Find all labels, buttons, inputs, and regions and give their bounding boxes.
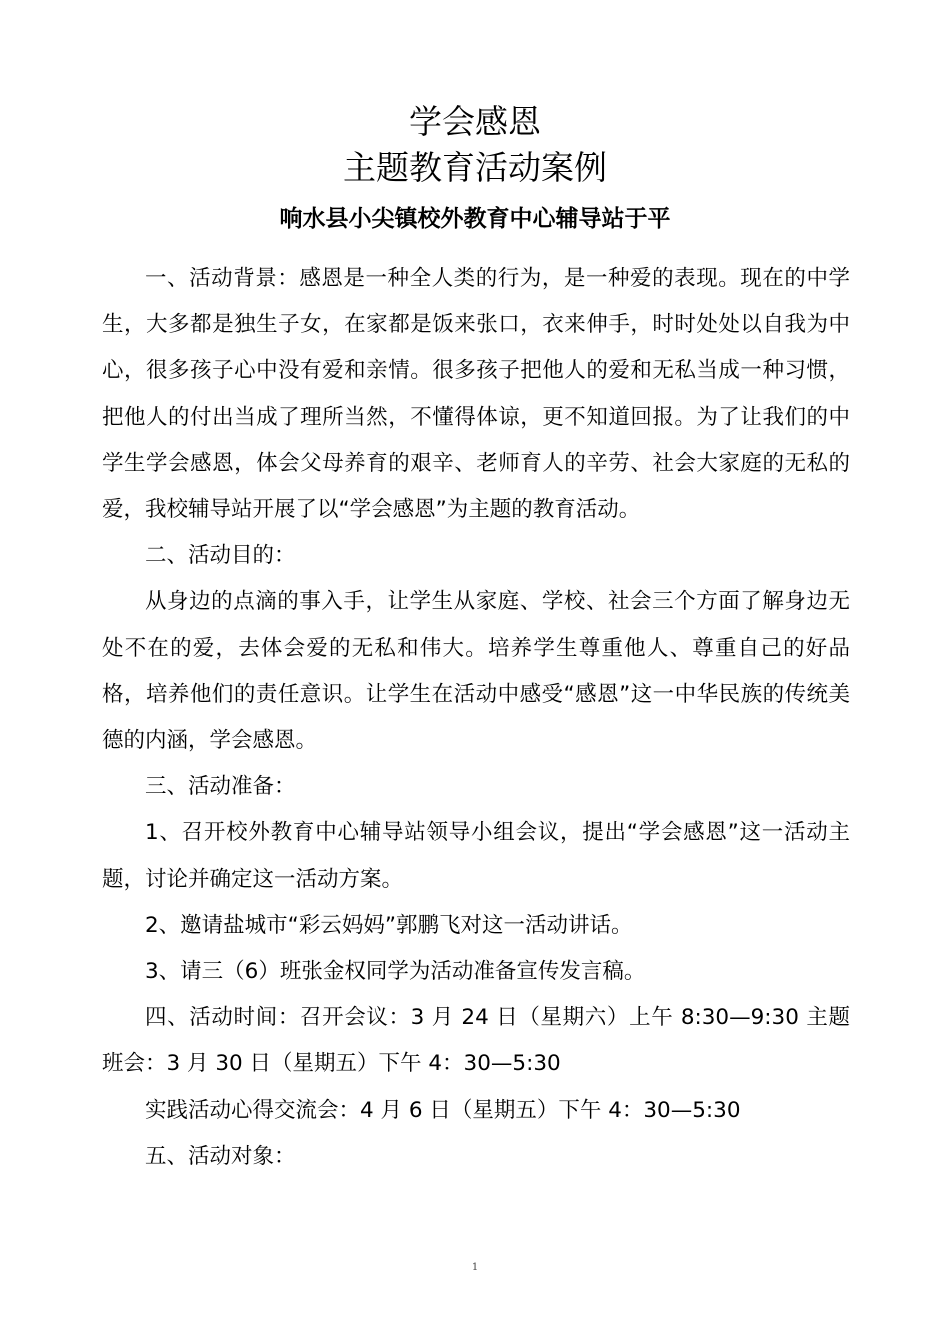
author-line: 响水县小尖镇校外教育中心辅导站于平 bbox=[279, 206, 671, 232]
document-body bbox=[102, 256, 850, 1180]
document-title: 学会感恩 bbox=[409, 102, 541, 141]
heading-preparation: 三、活动准备： bbox=[145, 774, 296, 800]
paragraph-purpose: 从身边的点滴的事入手，让学生从家庭、学校、社会三个方面了解身边无处不在的爱，去体会爱的无私和伟大。培养学生尊重他人、尊重自己的好品格，培养他们的责任意识。让学生在活动中感受“感恩”这一中华民族的传统美德的内涵，学会感恩。 bbox=[102, 589, 850, 754]
heading-participants: 五、活动对象： bbox=[145, 1143, 296, 1169]
paragraph-background: 一、活动背景：感恩是一种全人类的行为，是一种爱的表现。现在的中学生，大多都是独生子女，在家都是饭来张口，衣来伸手，时时处处以自我为中心，很多孩子心中没有爱和亲情。很多孩子把他人的爱和无私当成一种习惯，把他人的付出当成了理所当然，不懂得体谅，更不知道回报。为了让我们的中学生学会感恩，体会父母养育的艰辛、老师育人的辛劳、社会大家庭的无私的爱，我校辅导站开展了以“学会感恩”为主题的教育活动。 bbox=[102, 266, 850, 523]
page-number: 1 bbox=[471, 1262, 479, 1273]
paragraph-time: 四、活动时间：召开会议：3 月 24 日（星期六）上午 8:30—9:30 主题班会：3 月 30 日（星期五）下午 4：30—5:30 bbox=[102, 1005, 850, 1077]
heading-purpose: 二、活动目的： bbox=[145, 543, 296, 569]
paragraph-preparation-1: 1、召开校外教育中心辅导站领导小组会议，提出“学会感恩”这一活动主题，讨论并确定这一活动方案。 bbox=[102, 820, 850, 892]
paragraph-preparation-3: 3、请三（6）班张金权同学为活动准备宣传发言稿。 bbox=[145, 959, 646, 985]
document-subtitle: 主题教育活动案例 bbox=[343, 148, 607, 187]
paragraph-time-exchange: 实践活动心得交流会：4 月 6 日（星期五）下午 4：30—5:30 bbox=[145, 1097, 741, 1123]
paragraph-preparation-2: 2、邀请盐城市“彩云妈妈”郭鹏飞对这一活动讲话。 bbox=[145, 912, 633, 938]
